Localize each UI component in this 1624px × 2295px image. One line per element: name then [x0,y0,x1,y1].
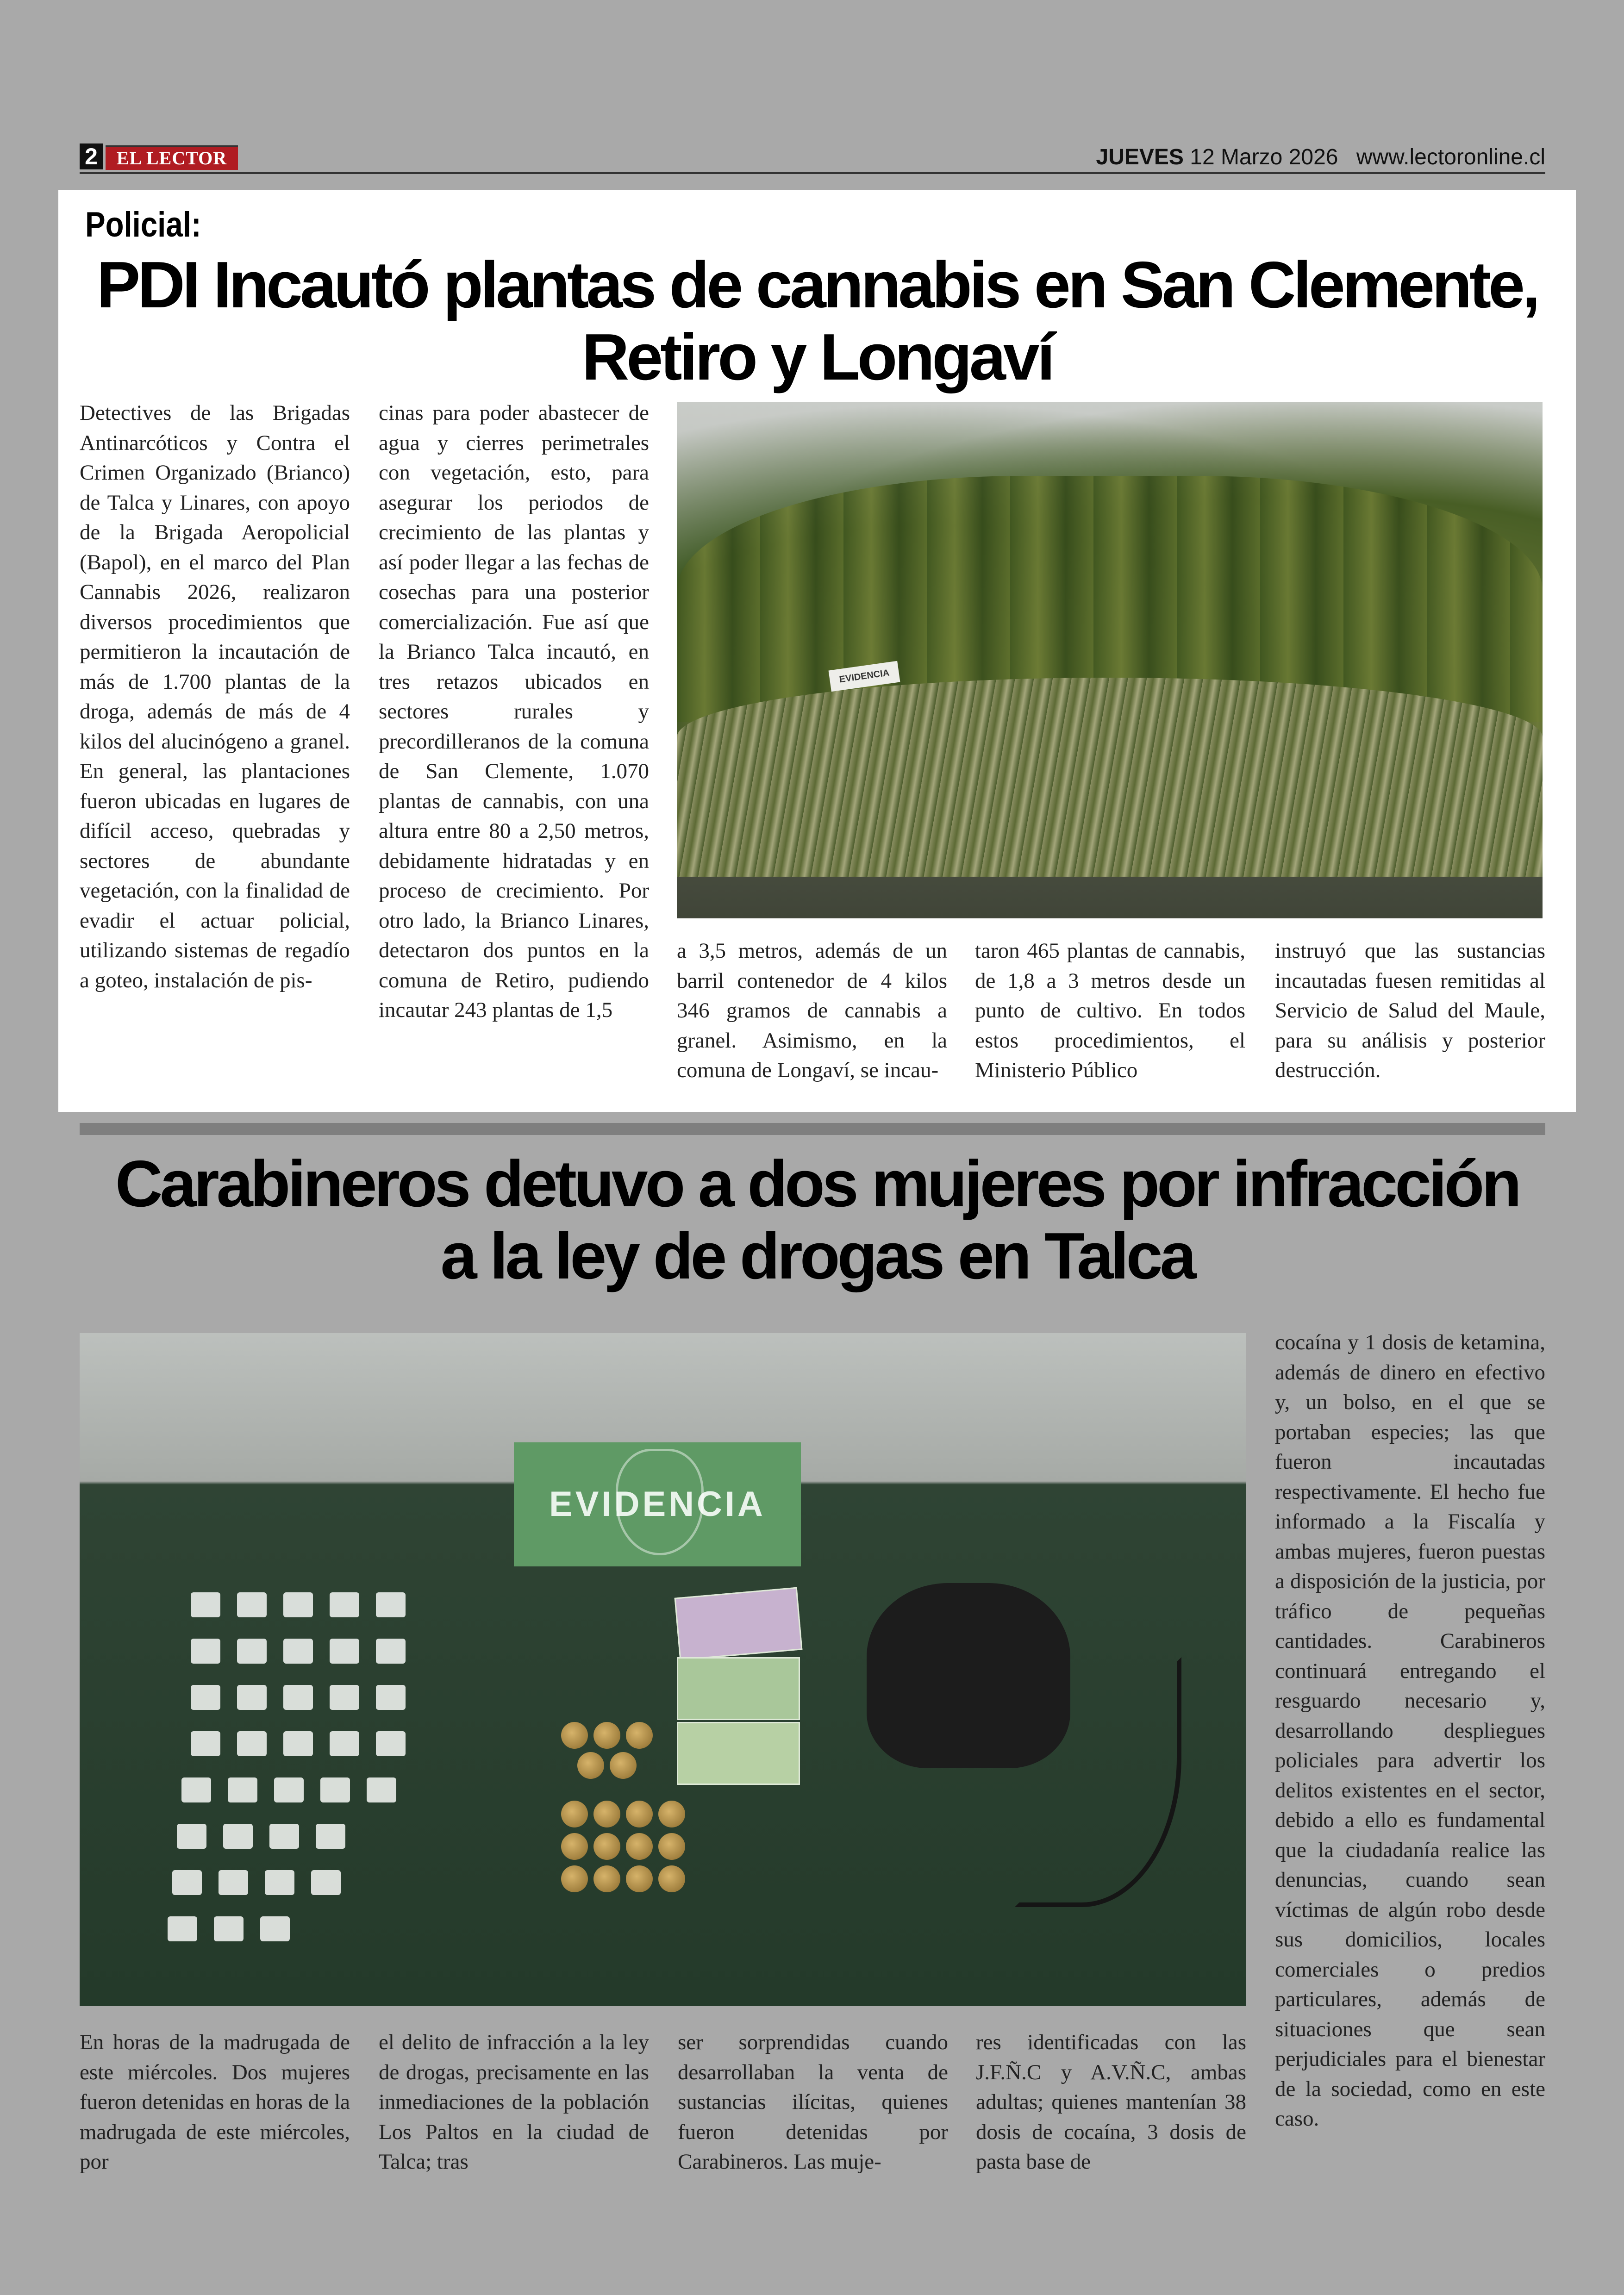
article2-column-4: res identificadas con las J.F.Ñ.C y A.V.Ñ.C, ambas adultas; quienes mantenían 38 dosis de cocaína, 3 dosis de pasta base de [976,2030,1246,2174]
article2-column-1: En horas de la madrugada de este miércoles. Dos mujeres fueron detenidas en horas de la madrugada de este miércoles, por [80,2030,350,2174]
drug-bag [237,1592,267,1617]
drug-bag [376,1685,406,1710]
drug-bag [237,1685,267,1710]
section-divider [80,1123,1545,1135]
drug-bag [177,1824,206,1849]
drug-bag [283,1731,313,1756]
drug-bag [191,1639,220,1664]
article-column-5: instruyó que las sustancias incautadas fuesen remitidas al Servicio de Salud del Maule, para su análisis y posterior destrucción. [1275,939,1545,1082]
article2-column-2: el delito de infracción a la ley de drogas, precisamente en las inmediaciones de la población Los Paltos en la ciudad de Talca; tras [379,2030,649,2174]
drug-bag [219,1870,248,1895]
drug-bag [269,1824,299,1849]
drug-bag [228,1777,257,1802]
headline-line-2: Retiro y Longaví [581,320,1053,394]
headline2-line-2: a la ley de drogas en Talca [440,1219,1194,1293]
issue-day: JUEVES [1096,145,1184,169]
shield-icon [616,1449,704,1555]
drug-bag [283,1592,313,1617]
article-headline [58,249,1576,393]
cannabis-plants-photo [677,402,1543,918]
website-url: www.lectoronline.cl [1356,145,1545,169]
drug-bag [260,1916,290,1941]
drug-bag [191,1731,220,1756]
drug-bag [283,1685,313,1710]
drug-bags [163,1592,487,1972]
drug-bag [181,1777,211,1802]
article2-column-3: ser sorprendidas cuando desarrollaban la venta de sustancias ilícitas, quienes fueron detenidas por Carabineros. Las muje- [678,2030,948,2174]
drug-bag [172,1870,202,1895]
drug-bag [320,1777,350,1802]
drug-bag [283,1639,313,1664]
evidence-sign: EVIDENCIA [829,661,900,692]
page-number: 2 [80,143,103,169]
drug-bag [330,1639,359,1664]
drug-bag [274,1777,304,1802]
drug-bag [376,1639,406,1664]
article-headline-2 [58,1148,1576,1292]
issue-date-text: 12 Marzo 2026 [1190,145,1338,169]
drug-bag [376,1592,406,1617]
bag-strap [1015,1657,1181,1907]
seized-evidence-photo [80,1333,1246,2006]
drug-bag [376,1731,406,1756]
headline-line-1: PDI Incautó plantas de cannabis en San Clemente, [96,248,1538,322]
drug-bag [330,1685,359,1710]
drug-bag [214,1916,244,1941]
article-column-4: taron 465 plantas de cannabis, de 1,8 a 3 metros desde un punto de cultivo. En todos estos procedimientos, el Ministerio Público [975,939,1245,1082]
section-label: Policial: [85,205,201,244]
cut-plants-image [677,678,1543,877]
drug-bag [223,1824,253,1849]
drug-bag [191,1685,220,1710]
drug-bag [330,1731,359,1756]
article-cannabis [58,190,1576,1112]
drug-bag [330,1592,359,1617]
article-column-1: Detectives de las Brigadas Antinarcóticos y Contra el Crimen Organizado (Brianco) de Talca y Linares, con apoyo de la Brigada Aeropolicial (Bapol), en el marco del Plan Cannabis 2026, realizaron diversos procedimientos que permitieron la incautación de más de 1.700 plantas de la droga, además de más de 4 kilos del alucinógeno a granel. En general, las plantaciones fueron ubicadas en lugares de difícil acceso, quebradas y sectores de abundante vegetación, con la finalidad de evadir el actuar policial, utilizando sistemas de regadío a goteo, instalación de pis- [80,401,350,992]
drug-bag [316,1824,345,1849]
headline2-line-1: Carabineros detuvo a dos mujeres por infracción [115,1147,1519,1221]
newspaper-logo: EL LECTOR [106,145,238,170]
page-header [80,142,1545,174]
drug-bag [367,1777,396,1802]
drug-bag [237,1639,267,1664]
drug-bag [191,1592,220,1617]
drug-bag [237,1731,267,1756]
drug-bag [311,1870,341,1895]
drug-bag [168,1916,197,1941]
article-column-3: a 3,5 metros, además de un barril contenedor de 4 kilos 346 gramos de cannabis a granel. Asimismo, en la comuna de Longaví, se incau- [677,939,947,1082]
evidence-card [514,1442,801,1566]
issue-date [1096,144,1545,170]
drug-bag [265,1870,294,1895]
article2-column-5: cocaína y 1 dosis de ketamina, además de dinero en efectivo y, un bolso, en el que se portaban especies; las que fueron incautadas respectivamente. El hecho fue informado a la Fiscalía y ambas mujeres, fueron puestas a disposición de la justicia, por tráfico de pequeñas cantidades. Carabineros continuará entregando el resguardo necesario y, desarrollando despliegues policiales para advertir los delitos existentes en el sector, debido a ello es fundamental que la ciudadanía realice las denuncias, cuando sean víctimas de algún robo desde sus domicilios, locales comerciales o predios particulares, además de situaciones que sean perjudiciales para el bienestar de la sociedad, como en este caso. [1275,1330,1545,2131]
evidence-card-label: EVIDENCIA [549,1484,766,1524]
article-column-2: cinas para poder abastecer de agua y cierres perimetrales con vegetación, esto, para asegurar los periodos de crecimiento de las plantas y así poder llegar a las fechas de cosechas para una posterior comercialización. Fue así que la Brianco Talca incautó, en tres retazos ubicados en sectores rurales y precordilleranos de la comuna de San Clemente, 1.070 plantas de cannabis, con una altura entre 80 a 2,50 metros, debidamente hidratadas y en proceso de crecimiento. Por otro lado, la Brianco Linares, detectaron dos puntos en la comuna de Retiro, pudiendo incautar 243 plantas de 1,5 [379,401,649,1022]
